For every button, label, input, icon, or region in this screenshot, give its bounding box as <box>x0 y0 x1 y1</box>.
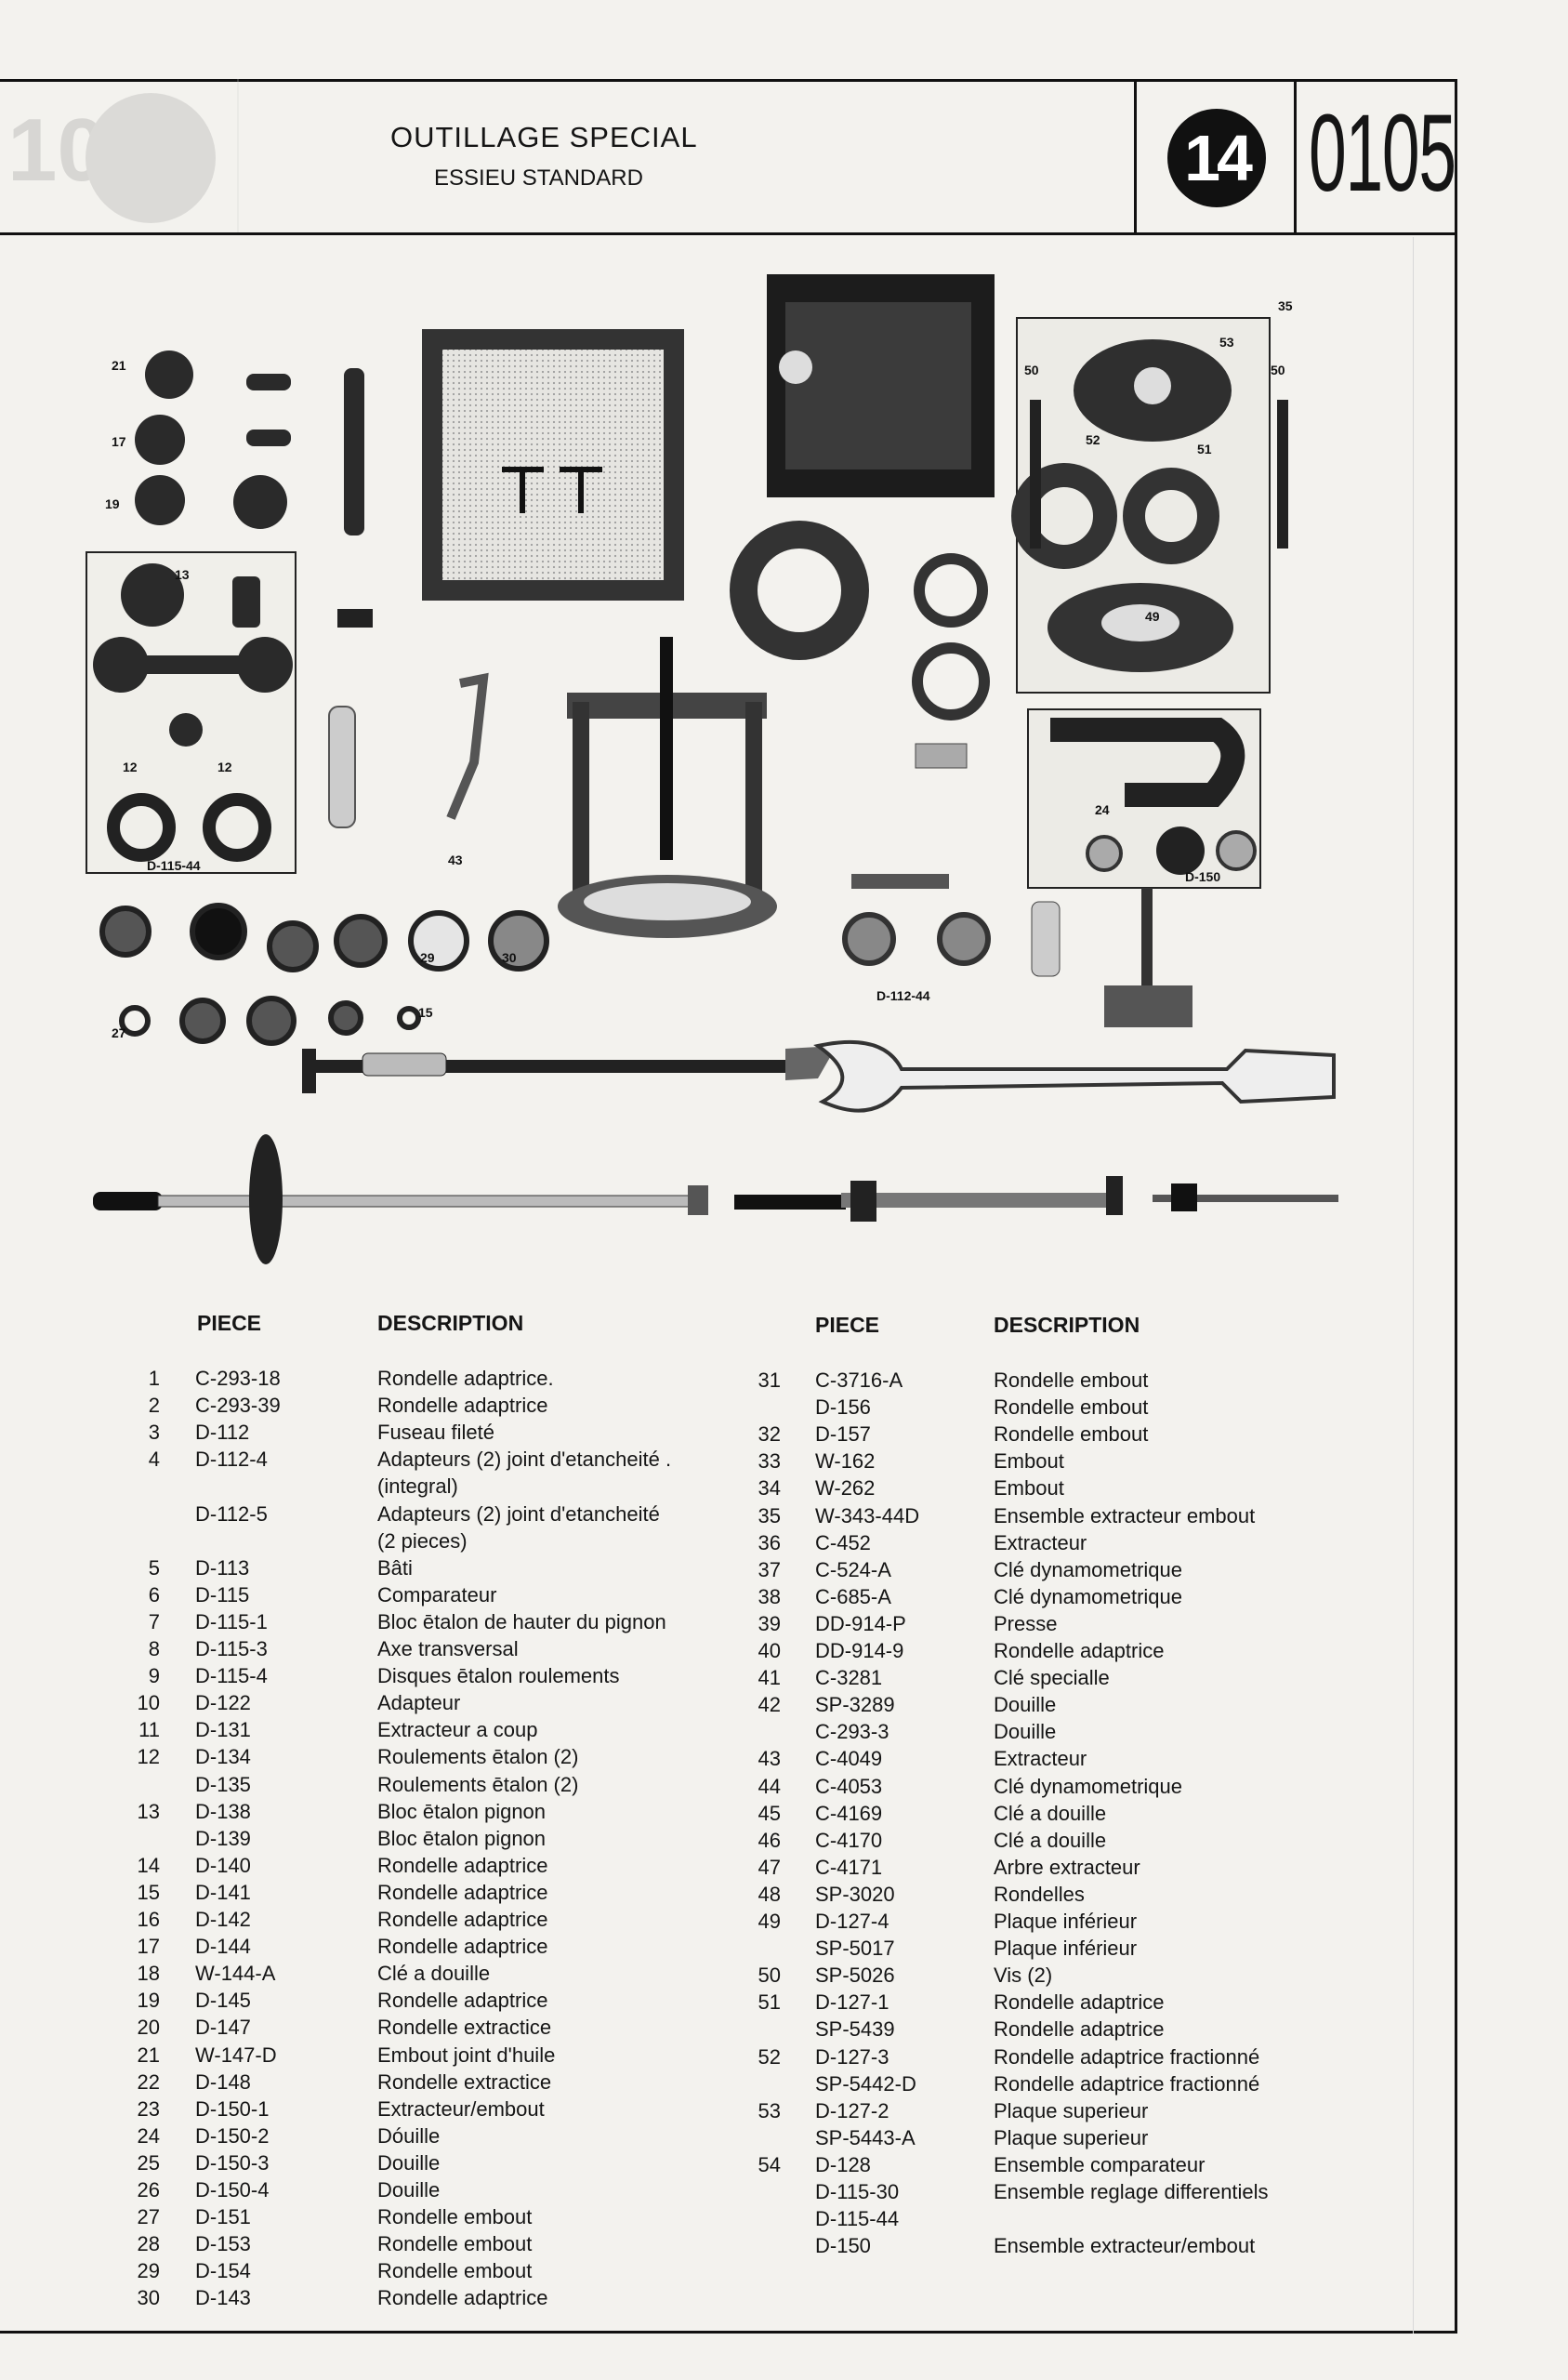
piece-code: D-134 <box>195 1745 251 1769</box>
item-number: 9 <box>148 1664 160 1688</box>
parts-row <box>0 2286 1487 2313</box>
parts-row <box>0 1720 1487 1747</box>
item-number: 17 <box>137 1935 160 1959</box>
piece-description: Douille <box>377 2150 441 2175</box>
piece-code: W-343-44D <box>815 1503 920 1527</box>
item-number: 18 <box>137 1962 160 1986</box>
photo-label-12a: 12 <box>123 760 138 774</box>
piece-code: D-128 <box>815 2152 871 2176</box>
piece-code: W-262 <box>815 1476 876 1501</box>
item-number: 2 <box>148 1394 160 1418</box>
piece-description: Rondelle adaptrice <box>377 2286 548 2310</box>
item-number: 30 <box>137 2286 160 2310</box>
item-number: 40 <box>758 1639 781 1662</box>
item-number: 31 <box>758 1368 781 1392</box>
parts-row <box>0 1826 1487 1856</box>
item-number: 21 <box>137 2043 160 2067</box>
piece-description: Embout <box>994 1476 1064 1501</box>
photo-label-19: 19 <box>105 496 120 511</box>
item-number: 4 <box>148 1448 160 1472</box>
piece-description: Rondelle adaptrice <box>377 1935 548 1959</box>
photo-label-35: 35 <box>1278 298 1293 313</box>
piece-description: Clé a douille <box>994 1828 1107 1852</box>
piece-code: C-685-A <box>815 1584 891 1608</box>
piece-code: D-127-1 <box>815 1990 889 2015</box>
piece-code: D-127-3 <box>815 2044 889 2069</box>
piece-code: W-147-D <box>195 2043 277 2067</box>
parts-row <box>0 2017 1487 2044</box>
item-number: 49 <box>758 1910 781 1933</box>
piece-description: Extracteur/embout <box>377 2096 545 2121</box>
piece-code: D-157 <box>815 1422 871 1447</box>
small-adapter <box>916 744 967 768</box>
piece-code: SP-5439 <box>815 2017 895 2042</box>
parts-row <box>0 2150 1487 2180</box>
piece-code: D-115-1 <box>195 1609 268 1633</box>
piece-description: Ensemble extracteur embout <box>994 1503 1256 1527</box>
piece-code: D-112-4 <box>195 1448 268 1472</box>
piece-code: D-145 <box>195 1989 251 2013</box>
parts-row <box>0 1666 1487 1693</box>
small-block <box>337 609 373 628</box>
puller-arm <box>451 679 483 818</box>
parts-row <box>0 1910 1487 1937</box>
section-badge <box>1153 109 1283 211</box>
item-number: 42 <box>758 1693 781 1717</box>
piece-code: SP-5026 <box>815 1964 895 1988</box>
piece-description: Ensemble extracteur/embout <box>994 2234 1256 2258</box>
item-number: 16 <box>137 1908 160 1931</box>
item-number: 37 <box>758 1557 781 1581</box>
photo-label-53: 53 <box>1219 335 1234 350</box>
piece-description: Presse <box>994 1611 1058 1635</box>
parts-row <box>0 1582 1487 1612</box>
piece-code: D-144 <box>195 1935 251 1959</box>
item-number: 33 <box>758 1449 781 1474</box>
piece-code: D-135 <box>195 1772 251 1796</box>
adapter-row-bottom <box>102 906 547 1043</box>
photo-label-15: 15 <box>418 1005 433 1020</box>
item-number: 7 <box>148 1609 160 1633</box>
piece-code: SP-3020 <box>815 1882 895 1906</box>
item-number: 34 <box>758 1476 781 1501</box>
piece-description: Bloc ētalon de hauter du pignon <box>377 1609 666 1633</box>
piece-description: Rondelle embout <box>994 1395 1149 1420</box>
piece-description: Clé a douille <box>994 1801 1107 1825</box>
piece-description: Douille <box>994 1693 1057 1717</box>
piece-code: D-153 <box>195 2232 251 2256</box>
piece-code: D-112 <box>195 1421 250 1445</box>
piece-code: D-142 <box>195 1908 251 1931</box>
dial-indicator-case <box>767 274 995 497</box>
item-number: 25 <box>137 2150 160 2175</box>
parts-row <box>0 1555 1487 1585</box>
parts-row <box>0 1799 1487 1829</box>
piece-description: Rondelle embout <box>377 2232 533 2256</box>
photo-label-29: 29 <box>420 950 435 965</box>
piece-code: D-115-44 <box>815 2207 900 2231</box>
piece-description: Roulements ētalon (2) <box>377 1745 579 1769</box>
photo-label-21: 21 <box>112 358 126 373</box>
item-number: 43 <box>758 1747 781 1771</box>
piece-description: Ensemble comparateur <box>994 2152 1206 2176</box>
item-number: 15 <box>137 1880 160 1904</box>
piece-code: C-524-A <box>815 1557 891 1581</box>
piece-code: DD-914-9 <box>815 1639 904 1662</box>
parts-row <box>0 1853 1487 1883</box>
piece-description: Plaque superieur <box>994 2125 1149 2149</box>
piece-code: C-293-3 <box>815 1720 889 1744</box>
piece-code: C-4053 <box>815 1774 883 1798</box>
piece-description: Rondelle extractice <box>377 2069 552 2094</box>
piece-code: D-154 <box>195 2259 251 2283</box>
piece-code: D-138 <box>195 1799 251 1823</box>
piece-code: SP-5442-D <box>815 2071 916 2096</box>
parts-row <box>0 1422 1487 1449</box>
document-number: 0105 <box>1309 92 1456 215</box>
piece-description: Clé a douille <box>377 1962 491 1986</box>
item-number: 44 <box>758 1774 781 1798</box>
parts-row <box>0 1395 1487 1422</box>
piece-code: D-115-3 <box>195 1637 268 1660</box>
piece-description: Clé dynamometrique <box>994 1557 1182 1581</box>
piece-description: Arbre extracteur <box>994 1855 1140 1879</box>
piece-description: Bloc ētalon pignon <box>377 1799 547 1823</box>
piece-code: D-115-4 <box>195 1664 268 1688</box>
piece-description: Rondelle adaptrice <box>377 1908 548 1931</box>
header-divider <box>1134 79 1137 232</box>
piece-code: C-293-39 <box>195 1394 281 1418</box>
piece-code: D-141 <box>195 1880 251 1904</box>
item-number: 52 <box>758 2044 781 2069</box>
piece-code: D-147 <box>195 2016 251 2040</box>
piece-description: Dóuille <box>377 2123 441 2148</box>
page-title: OUTILLAGE SPECIAL <box>390 121 698 153</box>
piece-description: Plaque inférieur <box>994 1937 1138 1961</box>
item-number: 48 <box>758 1882 781 1906</box>
piece-description: Douille <box>377 2178 441 2202</box>
adapter-row-middle <box>845 888 1192 1027</box>
faded-logo <box>0 79 239 232</box>
piece-code: C-452 <box>815 1530 871 1554</box>
tools-photograph <box>84 270 1348 1264</box>
parts-row <box>0 2180 1487 2207</box>
photo-label-30: 30 <box>502 950 517 965</box>
item-number: 13 <box>137 1799 160 1823</box>
spanner-wrench <box>818 1042 1334 1111</box>
page-subtitle: ESSIEU STANDARD <box>434 165 643 191</box>
bearing-puller <box>558 637 777 938</box>
piece-description: Vis (2) <box>994 1964 1053 1988</box>
parts-row <box>0 1501 1487 1531</box>
piece-description: Clé dynamometrique <box>994 1584 1182 1608</box>
piece-code: D-151 <box>195 2205 251 2229</box>
parts-row <box>0 2207 1487 2234</box>
photo-label-27: 27 <box>112 1025 126 1040</box>
item-number: 35 <box>758 1503 781 1527</box>
piece-description: Fuseau fileté <box>377 1421 494 1445</box>
piece-description: (2 pieces) <box>377 1528 468 1553</box>
piece-description: Axe transversal <box>377 1637 519 1660</box>
faded-seal-icon <box>86 93 216 223</box>
item-number: 38 <box>758 1584 781 1608</box>
photo-label-d-112-44: D-112-44 <box>876 988 930 1003</box>
piece-code: D-150-2 <box>195 2123 270 2148</box>
piece-description: Clé dynamometrique <box>994 1774 1182 1798</box>
piece-code: D-150 <box>815 2234 871 2258</box>
piece-code: D-150-1 <box>195 2096 270 2121</box>
piece-description: Bloc ētalon pignon <box>377 1826 547 1850</box>
parts-row <box>0 1880 1487 1910</box>
item-number: 46 <box>758 1828 781 1852</box>
item-number: 36 <box>758 1530 781 1554</box>
item-number: 47 <box>758 1855 781 1879</box>
piece-code: D-140 <box>195 1853 251 1877</box>
piece-code: D-150-4 <box>195 2178 270 2202</box>
parts-row <box>0 2123 1487 2153</box>
slide-hammer-tube <box>329 707 355 827</box>
piece-description: Rondelle embout <box>377 2259 533 2283</box>
piece-code: D-150-3 <box>195 2150 270 2175</box>
parts-row <box>0 1772 1487 1802</box>
item-number: 10 <box>137 1691 160 1715</box>
piece-code: SP-5017 <box>815 1937 895 1961</box>
piece-code: W-144-A <box>195 1962 276 1986</box>
right-header-description: DESCRIPTION <box>994 1313 1140 1337</box>
piece-description: Rondelle extractice <box>377 2016 552 2040</box>
piece-description: Ensemble reglage differentiels <box>994 2180 1269 2203</box>
piece-code: D-122 <box>195 1691 251 1715</box>
photo-label-17: 17 <box>112 434 126 449</box>
photo-label-43: 43 <box>448 853 463 867</box>
adapter-plate-inset <box>1017 318 1288 693</box>
item-number: 20 <box>137 2016 160 2040</box>
faded-logo-mark: 10 <box>7 100 107 200</box>
piece-code: D-143 <box>195 2286 251 2310</box>
parts-row <box>0 2069 1487 2099</box>
piece-code: W-162 <box>815 1449 876 1474</box>
section-number: 14 <box>1167 109 1266 207</box>
piece-description: Extracteur a coup <box>377 1718 538 1742</box>
piece-description: Roulements ētalon (2) <box>377 1772 579 1796</box>
parts-row <box>0 1476 1487 1503</box>
piece-code: D-112-5 <box>195 1501 268 1526</box>
press-frame <box>432 339 674 590</box>
photo-label-51: 51 <box>1197 442 1212 456</box>
piece-description: Disques ētalon roulements <box>377 1664 620 1688</box>
piece-code: DD-914-P <box>815 1611 906 1635</box>
page-header <box>0 79 1457 235</box>
parts-row <box>0 2045 1487 2072</box>
photo-label-d-115-44: D-115-44 <box>147 858 201 873</box>
parts-row <box>0 1639 1487 1666</box>
item-number: 28 <box>137 2232 160 2256</box>
item-number: 32 <box>758 1422 781 1447</box>
piece-description: Rondelle embout <box>994 1368 1149 1392</box>
piece-code: SP-5443-A <box>815 2125 916 2149</box>
piece-code: D-156 <box>815 1395 871 1420</box>
piece-description: Rondelle adaptrice <box>994 1990 1165 2015</box>
parts-row <box>0 1449 1487 1476</box>
header-divider-2 <box>1294 79 1297 232</box>
piece-code: D-148 <box>195 2069 251 2094</box>
piece-description: Rondelle adaptrice <box>994 1639 1165 1662</box>
piece-description: Rondelle adaptrice fractionné <box>994 2071 1260 2096</box>
adapter-group-left <box>135 350 364 536</box>
piece-code: C-3281 <box>815 1666 883 1690</box>
piece-code: C-4049 <box>815 1747 883 1771</box>
item-number: 54 <box>758 2152 781 2176</box>
piece-description: Adapteurs (2) joint d'etancheité . <box>377 1448 672 1472</box>
piece-description: Rondelle adaptrice. <box>377 1367 554 1390</box>
photo-label-50a: 50 <box>1024 363 1039 377</box>
torque-wrench-long <box>93 1134 708 1264</box>
item-number: 1 <box>148 1367 160 1390</box>
stepped-shaft <box>851 874 949 889</box>
item-number: 19 <box>137 1989 160 2013</box>
piece-description: Plaque inférieur <box>994 1910 1138 1933</box>
piece-code: D-127-2 <box>815 2098 889 2122</box>
piece-description: Embout joint d'huile <box>377 2043 556 2067</box>
item-number: 53 <box>758 2098 781 2122</box>
item-number: 8 <box>148 1637 160 1660</box>
piece-code: D-115-30 <box>815 2180 900 2203</box>
piece-code: C-3716-A <box>815 1368 903 1392</box>
piece-description: Adapteur <box>377 1691 461 1715</box>
photo-label-13: 13 <box>175 567 190 582</box>
micrometer-inset <box>1028 709 1260 888</box>
photo-label-12b: 12 <box>217 760 232 774</box>
piece-description: Clé specialle <box>994 1666 1110 1690</box>
piece-code: C-4169 <box>815 1801 883 1825</box>
parts-row <box>0 1990 1487 2017</box>
item-number: 39 <box>758 1611 781 1635</box>
parts-row <box>0 1693 1487 1720</box>
piece-description: (integral) <box>377 1474 458 1499</box>
piece-description: Extracteur <box>994 1747 1087 1771</box>
photo-label-49: 49 <box>1145 609 1160 624</box>
piece-description: Extracteur <box>994 1530 1087 1554</box>
piece-code: D-113 <box>195 1555 250 1580</box>
parts-row <box>0 2096 1487 2126</box>
parts-row <box>0 1368 1487 1395</box>
item-number: 29 <box>137 2259 160 2283</box>
right-header-piece: PIECE <box>815 1313 880 1337</box>
item-number: 22 <box>137 2069 160 2094</box>
item-number: 11 <box>138 1718 160 1742</box>
item-number: 24 <box>137 2123 160 2148</box>
parts-row <box>0 2234 1487 2261</box>
parts-row <box>0 1964 1487 1990</box>
piece-code: D-127-4 <box>815 1910 889 1933</box>
piece-code: D-139 <box>195 1826 251 1850</box>
left-header-piece: PIECE <box>197 1311 262 1335</box>
piece-description: Plaque superieur <box>994 2098 1149 2122</box>
piece-code: SP-3289 <box>815 1693 895 1717</box>
item-number: 27 <box>137 2205 160 2229</box>
item-number: 14 <box>137 1853 160 1877</box>
parts-row <box>0 1609 1487 1639</box>
piece-description: Bâti <box>377 1555 413 1580</box>
piece-description: Rondelles <box>994 1882 1085 1906</box>
piece-description: Adapteurs (2) joint d'etancheité <box>377 1501 660 1526</box>
photo-label-52: 52 <box>1086 432 1100 447</box>
piece-code: C-293-18 <box>195 1367 281 1390</box>
piece-description: Rondelle embout <box>377 2205 533 2229</box>
piece-description: Rondelle adaptrice <box>377 1989 548 2013</box>
item-number: 41 <box>758 1666 781 1690</box>
parts-row <box>0 1528 1487 1558</box>
piece-description: Rondelle adaptrice <box>377 1853 548 1877</box>
piece-code: D-115 <box>195 1582 250 1606</box>
item-number: 50 <box>758 1964 781 1988</box>
torque-wrench-short <box>734 1176 1338 1222</box>
parts-row <box>0 2259 1487 2286</box>
item-number: 51 <box>758 1990 781 2015</box>
piece-description: Comparateur <box>377 1582 497 1606</box>
item-number: 12 <box>137 1745 160 1769</box>
piece-description: Embout <box>994 1449 1064 1474</box>
item-number: 5 <box>148 1555 160 1580</box>
parts-row <box>0 1937 1487 1964</box>
piece-description: Rondelle adaptrice fractionné <box>994 2044 1260 2069</box>
photo-label-24: 24 <box>1095 802 1110 817</box>
item-number: 45 <box>758 1801 781 1825</box>
item-number: 23 <box>137 2096 160 2121</box>
item-number: 3 <box>148 1421 160 1445</box>
piece-code: D-131 <box>195 1718 251 1742</box>
photo-label-50b: 50 <box>1271 363 1285 377</box>
item-number: 26 <box>137 2178 160 2202</box>
piece-description: Douille <box>994 1720 1057 1744</box>
photo-label-d-150: D-150 <box>1185 869 1221 884</box>
piece-code: C-4171 <box>815 1855 883 1879</box>
item-number: 6 <box>148 1582 160 1606</box>
left-header-description: DESCRIPTION <box>377 1311 524 1335</box>
piece-description: Rondelle adaptrice <box>377 1394 548 1418</box>
piece-code: C-4170 <box>815 1828 883 1852</box>
socket-wrench <box>302 1046 837 1093</box>
rings-center <box>744 535 984 715</box>
piece-description: Rondelle embout <box>994 1422 1149 1447</box>
piece-description: Rondelle adaptrice <box>377 1880 548 1904</box>
parts-row <box>0 1747 1487 1774</box>
piece-description: Rondelle adaptrice <box>994 2017 1165 2042</box>
